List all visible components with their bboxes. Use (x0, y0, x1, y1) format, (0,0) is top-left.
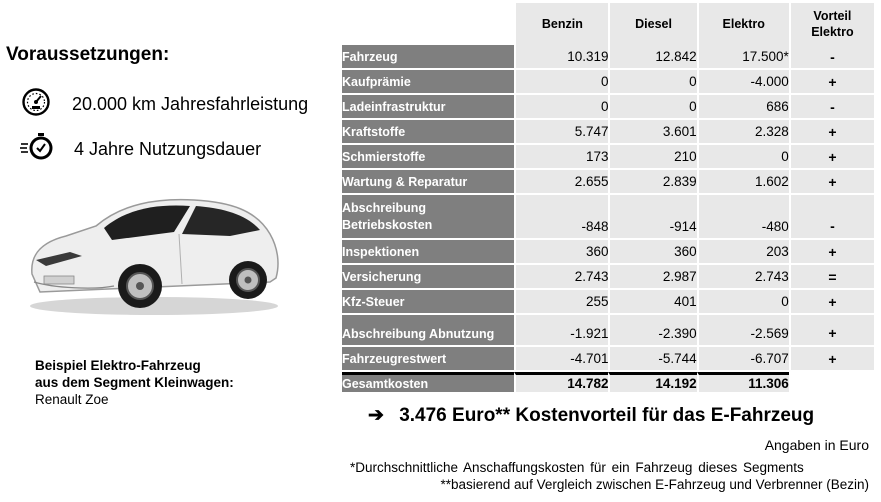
caption-line1: Beispiel Elektro-Fahrzeug (35, 358, 201, 373)
total-label: Gesamtkosten (342, 372, 514, 394)
cell-diesel: 401 (608, 290, 696, 315)
cell-diesel: 0 (608, 95, 696, 120)
caption-model: Renault Zoe (35, 392, 109, 407)
cell-diesel: 3.601 (608, 120, 696, 145)
cell-vorteil: - (789, 95, 874, 120)
table-row (342, 240, 874, 265)
cell-vorteil: + (789, 145, 874, 170)
header-vorteil: Vorteil Elektro (789, 3, 874, 45)
table-row (342, 290, 874, 315)
requirement-duration-text: 4 Jahre Nutzungsdauer (74, 138, 262, 159)
table-row (342, 195, 874, 240)
cell-elektro: 17.500* (697, 45, 789, 70)
cell-benzin: -1.921 (514, 315, 608, 347)
cell-diesel: -2.390 (608, 315, 696, 347)
cell-elektro: 2.743 (697, 265, 789, 290)
cell-benzin: 2.655 (514, 170, 608, 195)
total-vorteil-empty (789, 372, 874, 394)
cell-benzin: -4.701 (514, 347, 608, 372)
cell-elektro: -2.569 (697, 315, 789, 347)
row-label: Fahrzeug (342, 45, 514, 70)
requirement-duration (20, 134, 261, 164)
cell-vorteil: + (789, 170, 874, 195)
table-row (342, 45, 874, 70)
cell-vorteil: - (789, 45, 874, 70)
cell-vorteil: + (789, 290, 874, 315)
footnote-1: *Durchschnittliche Anschaffungskosten für ein Fahrzeug dieses Segments (350, 460, 804, 475)
row-label: Kraftstoffe (342, 120, 514, 145)
caption-line2: aus dem Segment Kleinwagen: (35, 375, 234, 390)
row-label: Ladeinfrastruktur (342, 95, 514, 120)
table-row (342, 265, 874, 290)
row-label: Abschreibung Betriebskosten (342, 195, 514, 240)
cell-vorteil: + (789, 120, 874, 145)
row-label: Wartung & Reparatur (342, 170, 514, 195)
table-header-row (342, 3, 874, 45)
cell-elektro: 0 (697, 290, 789, 315)
row-label: Versicherung (342, 265, 514, 290)
header-blank (342, 3, 514, 45)
car-illustration (24, 190, 286, 318)
cell-benzin: 2.743 (514, 265, 608, 290)
cell-benzin: 0 (514, 70, 608, 95)
speedometer-icon (20, 87, 52, 122)
stopwatch-icon (20, 132, 54, 167)
cell-elektro: -480 (697, 195, 789, 240)
row-label: Fahrzeugrestwert (342, 347, 514, 372)
car-caption (35, 357, 234, 408)
table-row (342, 70, 874, 95)
requirement-mileage-text: 20.000 km Jahresfahrleistung (72, 93, 309, 114)
cell-elektro: 1.602 (697, 170, 789, 195)
cell-benzin: 360 (514, 240, 608, 265)
cell-vorteil: + (789, 70, 874, 95)
cost-advantage-text: 3.476 Euro** Kostenvorteil für das E-Fahrzeug (399, 405, 815, 426)
cell-benzin: -848 (514, 195, 608, 240)
table-row (342, 95, 874, 120)
cell-elektro: 203 (697, 240, 789, 265)
unit-note: Angaben in Euro (764, 437, 869, 453)
header-elektro: Elektro (697, 3, 789, 45)
cell-elektro: 2.328 (697, 120, 789, 145)
cell-vorteil: + (789, 240, 874, 265)
cell-diesel: 210 (608, 145, 696, 170)
cell-elektro: -4.000 (697, 70, 789, 95)
cell-diesel: -5.744 (608, 347, 696, 372)
cell-diesel: 2.987 (608, 265, 696, 290)
total-benzin: 14.782 (514, 372, 608, 394)
cell-benzin: 0 (514, 95, 608, 120)
table-row (342, 120, 874, 145)
cell-benzin: 255 (514, 290, 608, 315)
cell-vorteil: + (789, 315, 874, 347)
row-label: Kaufprämie (342, 70, 514, 95)
cell-benzin: 173 (514, 145, 608, 170)
cell-diesel: 2.839 (608, 170, 696, 195)
cell-benzin: 5.747 (514, 120, 608, 145)
table-row (342, 347, 874, 372)
header-diesel: Diesel (608, 3, 696, 45)
total-diesel: 14.192 (608, 372, 696, 394)
row-label: Schmierstoffe (342, 145, 514, 170)
cell-elektro: -6.707 (697, 347, 789, 372)
table-row (342, 315, 874, 347)
cost-advantage (368, 404, 814, 427)
total-elektro: 11.306 (697, 372, 789, 394)
table-row (342, 145, 874, 170)
requirement-mileage (20, 89, 308, 119)
header-benzin: Benzin (514, 3, 608, 45)
cell-vorteil: = (789, 265, 874, 290)
cell-diesel: 12.842 (608, 45, 696, 70)
section-heading: Voraussetzungen: (6, 44, 170, 65)
row-label: Inspektionen (342, 240, 514, 265)
table-row (342, 170, 874, 195)
cell-elektro: 0 (697, 145, 789, 170)
cell-diesel: 360 (608, 240, 696, 265)
cell-elektro: 686 (697, 95, 789, 120)
row-label: Kfz-Steuer (342, 290, 514, 315)
cell-vorteil: + (789, 347, 874, 372)
footnote-2: **basierend auf Vergleich zwischen E-Fahrzeug und Verbrenner (Bezin) (440, 477, 869, 492)
arrow-right-icon: ➔ (368, 405, 384, 426)
table-total-row (342, 372, 874, 394)
row-label: Abschreibung Abnutzung (342, 315, 514, 347)
cell-benzin: 10.319 (514, 45, 608, 70)
cost-comparison-table (342, 3, 874, 394)
cell-vorteil: - (789, 195, 874, 240)
cell-diesel: -914 (608, 195, 696, 240)
cell-diesel: 0 (608, 70, 696, 95)
